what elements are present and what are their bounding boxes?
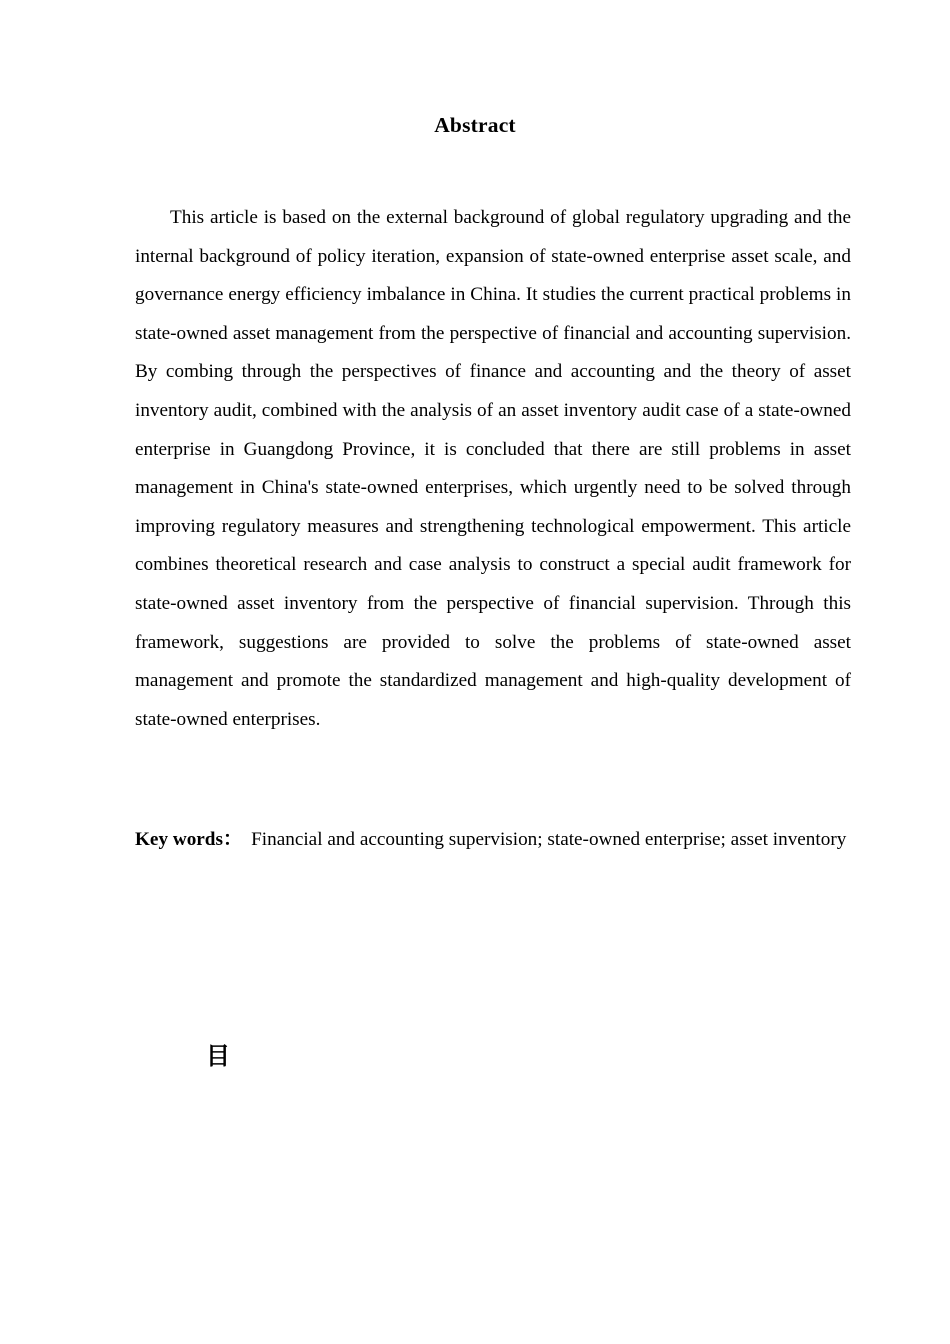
keywords-label: Key words <box>135 829 223 850</box>
abstract-paragraph: This article is based on the external background of global regulatory upgrading and the internal background of policy iteration, expansion of state-owned enterprise asset scale, and governance energy efficiency imbalance in China. It studies the current practical problems in state-owned asset management from the perspective of financial and accounting supervision. By combing through the perspectives of finance and accounting and the theory of asset inventory audit, combined with the analysis of an asset inventory audit case of a state-owned enterprise in Guangdong Province, it is concluded that there are still problems in asset management in China's state-owned enterprises, which urgently need to be solved through improving regulatory measures and strengthening technological empowerment. This article combines theoretical research and case analysis to construct a special audit framework for state-owned asset inventory from the perspective of financial supervision. Through this framework, suggestions are provided to solve the problems of state-owned asset management and promote the standardized management and high-quality development of state-owned enterprises. <box>135 207 851 730</box>
keywords-line <box>135 821 950 860</box>
page-title: Abstract <box>434 113 516 137</box>
toc-heading-glyph: 目 <box>206 1042 230 1070</box>
keywords-colon: ： <box>222 829 243 850</box>
keywords-value: Financial and accounting supervision; state-owned enterprise; asset inventory <box>251 829 847 850</box>
